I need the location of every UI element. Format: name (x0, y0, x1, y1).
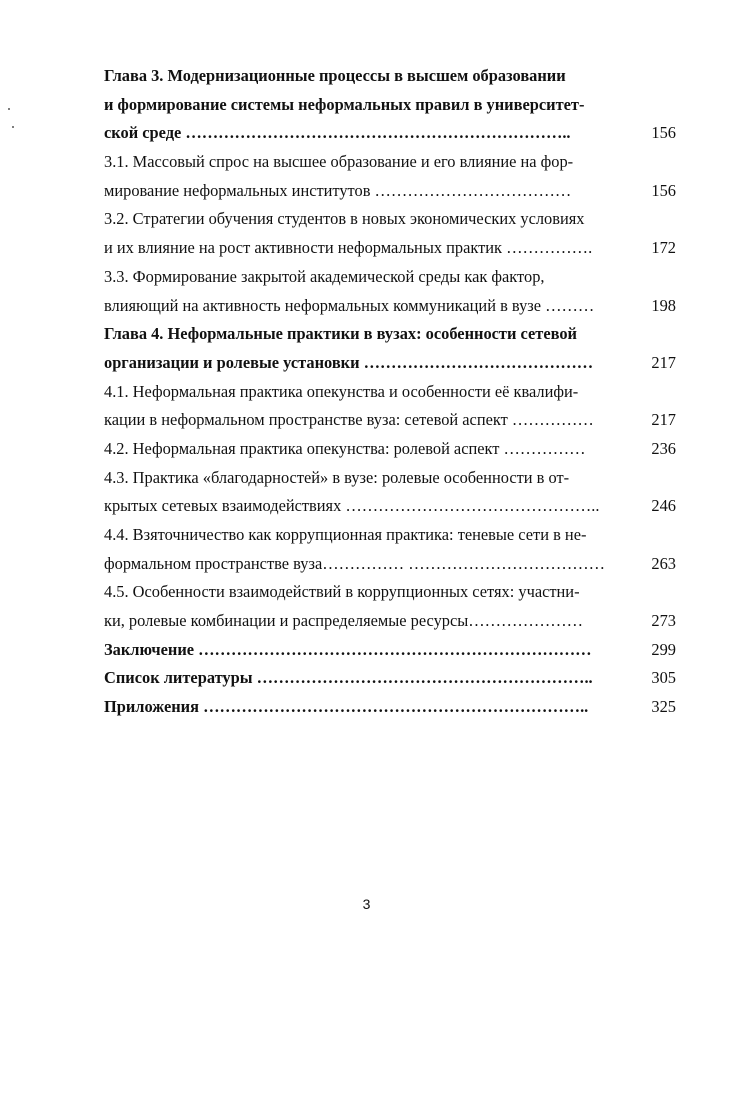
toc-line-text: 3.2. Стратегии обучения студентов в новых экономических условиях (104, 209, 585, 229)
toc-page-number: 299 (651, 639, 676, 659)
toc-line (104, 320, 676, 349)
toc-line (104, 492, 676, 521)
toc-line-text: Глава 3. Модернизационные процессы в высшем образовании (104, 66, 566, 85)
toc-line-text: крытых сетевых взаимодействиях ……………………………………….. (104, 496, 600, 516)
toc-line (104, 464, 676, 493)
scan-speck (12, 126, 14, 128)
toc-line (104, 636, 676, 665)
toc-line-text: 4.5. Особенности взаимодействий в коррупционных сетях: участни- (104, 582, 580, 602)
toc-line-text: Приложения …………………………………………………………….. (104, 697, 589, 717)
toc-page-number: 217 (651, 410, 676, 430)
toc-page-number: 236 (651, 438, 676, 458)
toc-page-number: 156 (651, 123, 676, 143)
toc-page-number: 246 (651, 496, 676, 516)
toc-line (104, 177, 676, 206)
toc-page-number: 325 (651, 697, 676, 717)
toc-line (104, 607, 676, 636)
toc-line-text: организации и ролевые установки …………………………………… (104, 352, 594, 372)
toc-page-number: 217 (651, 352, 676, 372)
toc-line-text: кации в неформальном пространстве вуза: сетевой аспект …………… (104, 410, 594, 430)
toc-line (104, 205, 676, 234)
toc-line-text: ской среде …………………………………………………………….. (104, 123, 571, 143)
toc-line (104, 521, 676, 550)
toc-page-number: 273 (651, 611, 676, 631)
toc-line-text: Глава 4. Неформальные практики в вузах: особенности сетевой (104, 324, 577, 344)
toc-line (104, 550, 676, 579)
toc-line-text: Список литературы …………………………………………………….. (104, 668, 593, 688)
toc-line-text: 3.1. Массовый спрос на высшее образование и его влияние на фор- (104, 152, 574, 172)
toc-line (104, 263, 676, 292)
toc-line-text: формальном пространстве вуза…………… ……………………………… (104, 553, 605, 573)
toc-line (104, 378, 676, 407)
toc-page-number: 198 (651, 295, 676, 315)
toc-line-text: 4.4. Взяточничество как коррупционная практика: теневые сети в не- (104, 525, 587, 544)
toc-page-number: 305 (651, 668, 676, 688)
toc-line (104, 234, 676, 263)
toc-page-number: 156 (651, 180, 676, 200)
toc-line (104, 292, 676, 321)
toc-line-text: ки, ролевые комбинации и распределяемые ресурсы………………… (104, 611, 583, 631)
toc-line-text: 4.2. Неформальная практика опекунства: ролевой аспект …………… (104, 438, 586, 458)
toc-line (104, 148, 676, 177)
toc-page-number: 172 (651, 238, 676, 258)
toc-line-text: влияющий на активность неформальных коммуникаций в вузе ……… (104, 295, 595, 315)
toc-line-text: мирование неформальных институтов ……………………………… (104, 180, 572, 200)
toc-line-text: 3.3. Формирование закрытой академической среды как фактор, (104, 266, 545, 286)
toc-line (104, 664, 676, 693)
table-of-contents (104, 62, 676, 722)
toc-line (104, 578, 676, 607)
toc-line-text: 4.3. Практика «благодарностей» в вузе: ролевые особенности в от- (104, 467, 570, 487)
toc-line (104, 62, 676, 91)
toc-line-text: и формирование системы неформальных правил в университет- (104, 94, 585, 114)
toc-line (104, 349, 676, 378)
page-number: 3 (362, 896, 371, 912)
toc-line (104, 435, 676, 464)
toc-line-text: Заключение ……………………………………………………………… (104, 639, 592, 659)
toc-line (104, 119, 676, 148)
scan-speck (8, 108, 10, 110)
toc-line-text: 4.1. Неформальная практика опекунства и особенности её квалифи- (104, 381, 579, 401)
toc-line (104, 693, 676, 722)
toc-page-number: 263 (651, 553, 676, 573)
toc-line-text: и их влияние на рост активности неформальных практик ……………. (104, 238, 593, 258)
toc-line (104, 91, 676, 120)
toc-line (104, 406, 676, 435)
